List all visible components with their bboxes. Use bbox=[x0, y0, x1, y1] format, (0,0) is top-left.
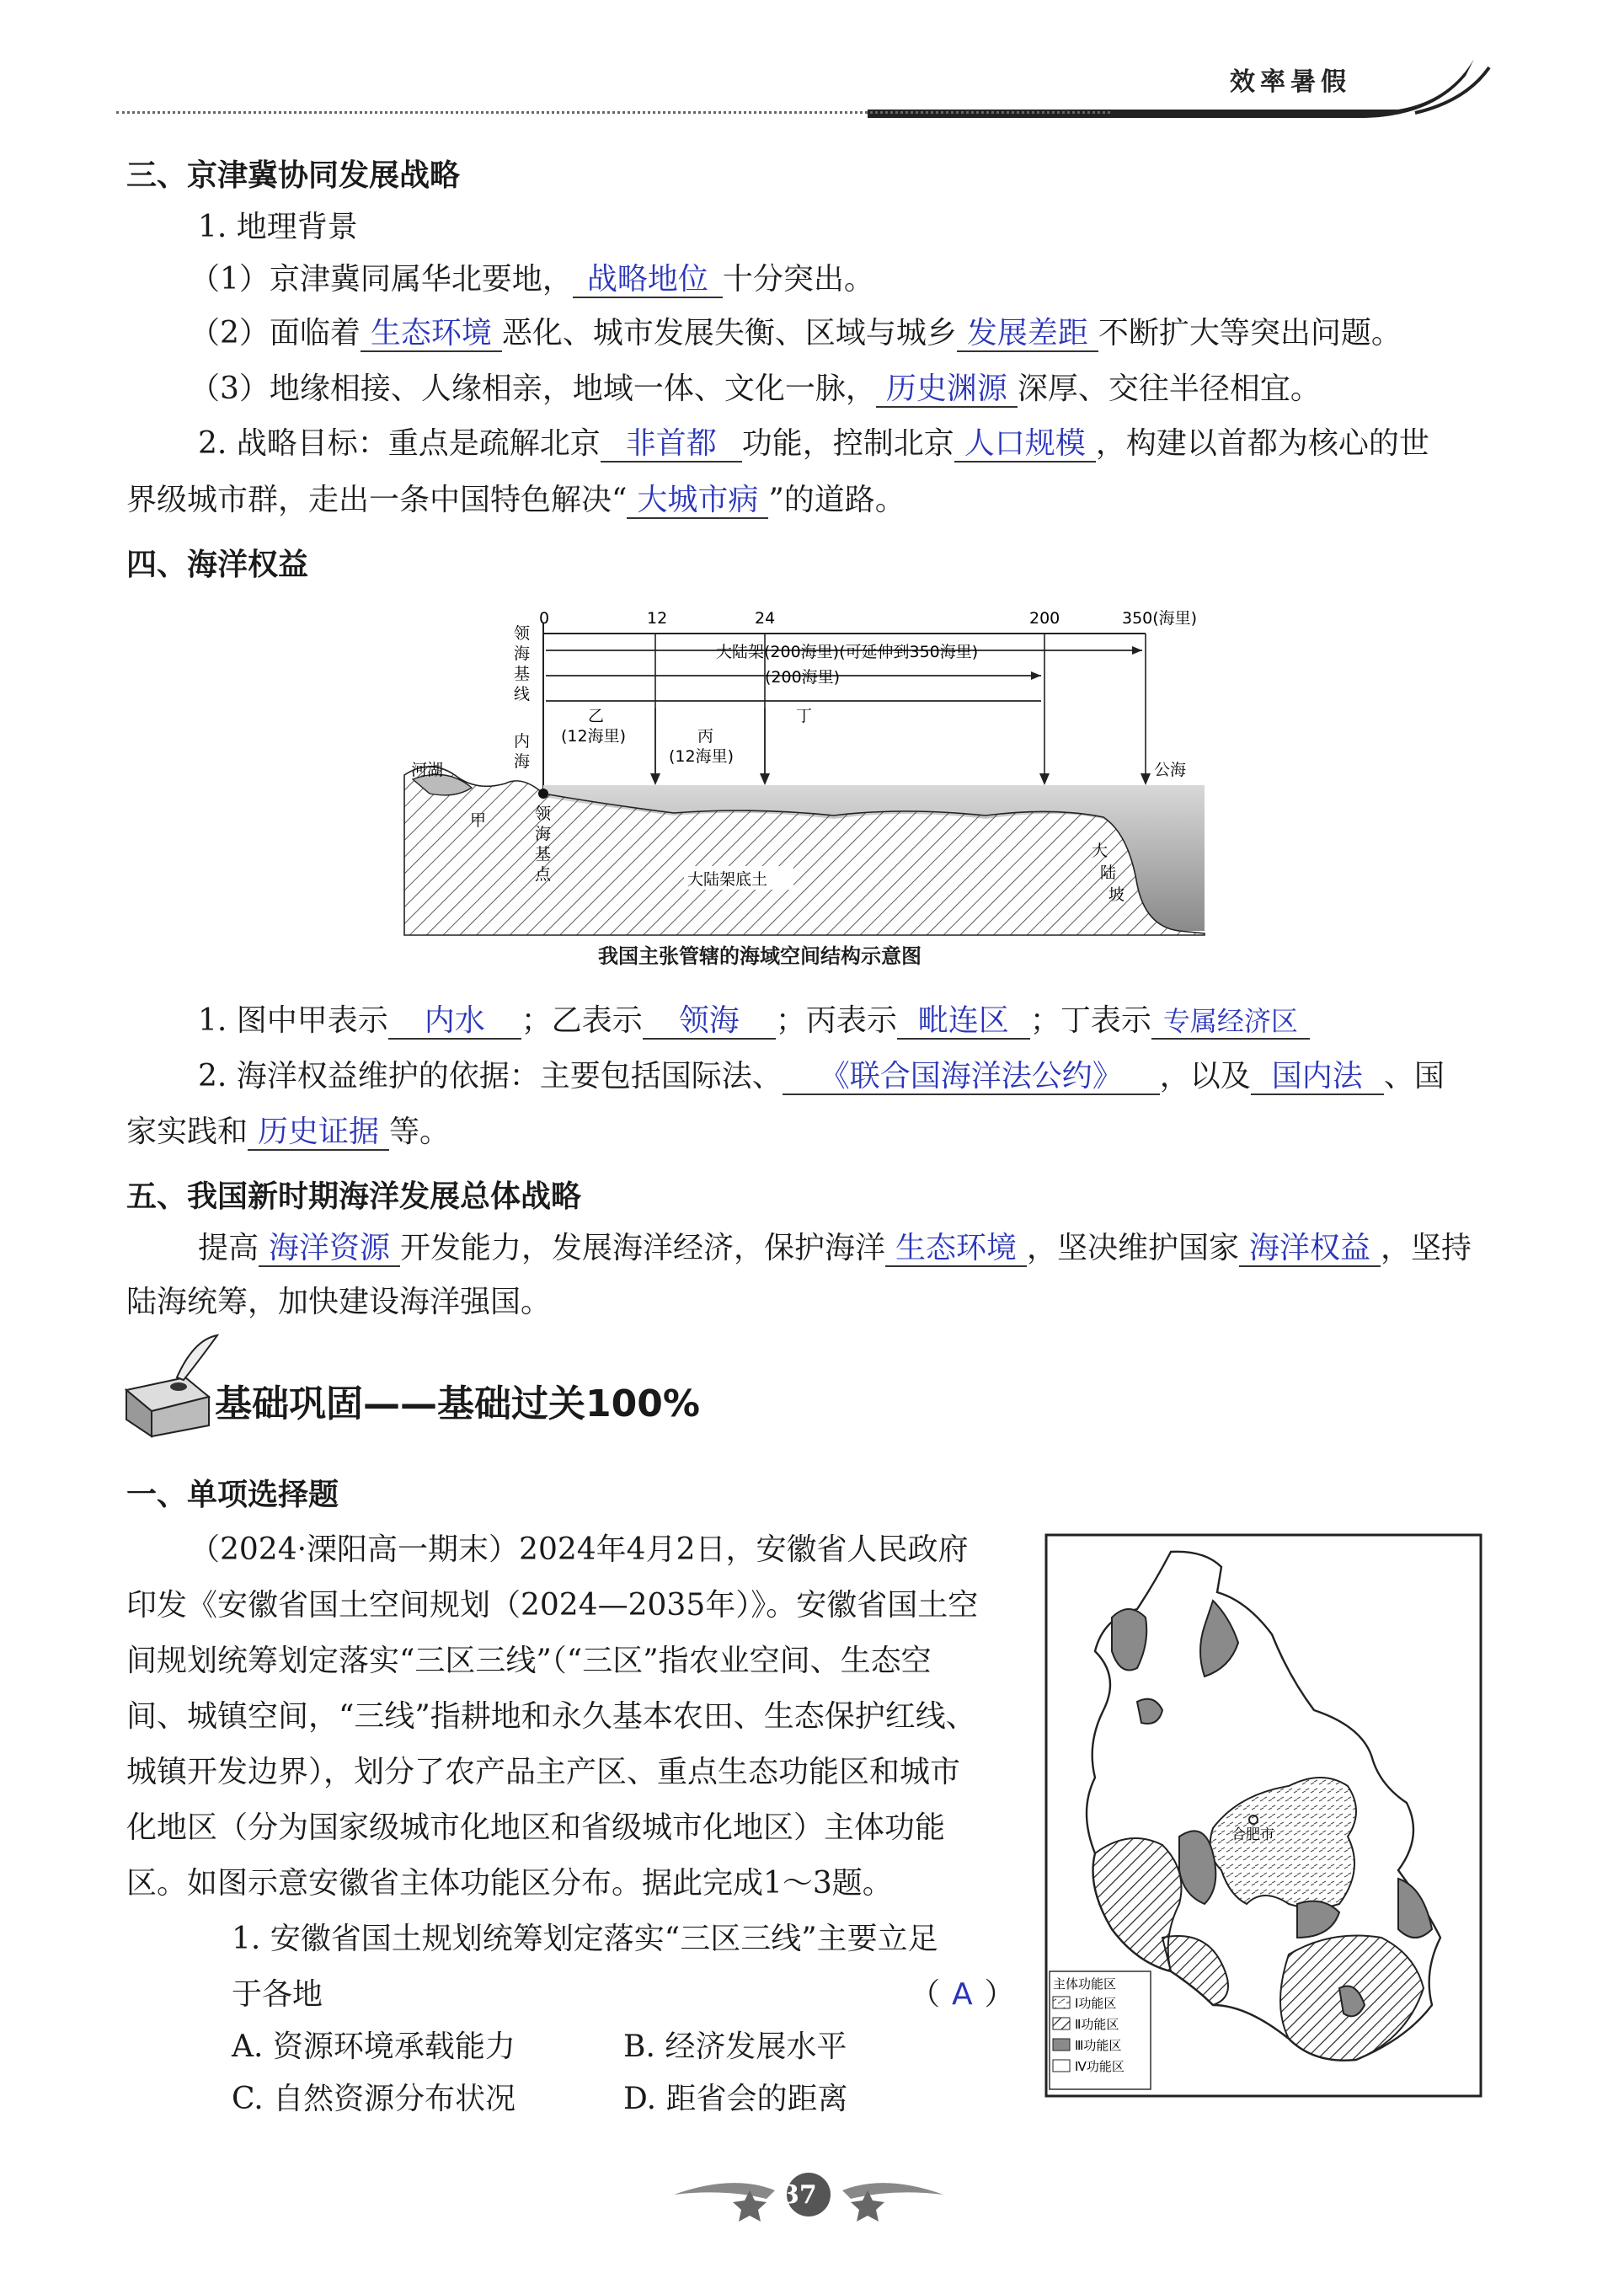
blank-non-capital: 非首都 bbox=[601, 427, 742, 463]
baseline-char-2: 海 bbox=[514, 644, 531, 663]
stem-line-4: 间、城镇空间，“三线”指耕地和永久基本农田、生态保护红线、 bbox=[126, 1699, 976, 1734]
blank-big-city-disease: 大城市病 bbox=[627, 484, 768, 519]
stem-line-2: 印发《安徽省国土空间规划（2024—2035年）》。安徽省国土空 bbox=[126, 1588, 979, 1623]
geo-background-subheading: 1. 地理背景 bbox=[198, 210, 358, 244]
option-d[interactable]: D. 距省会的距离 bbox=[623, 2082, 848, 2116]
blank-maritime-rights: 海洋权益 bbox=[1239, 1232, 1381, 1267]
maritime-q3: 家实践和 历史证据 等。 bbox=[126, 1115, 451, 1149]
stem-line-7: 区。如图示意安徽省主体功能区分布。据此完成1～3题。 bbox=[126, 1866, 893, 1901]
label-bing-sub: (12海里) bbox=[669, 747, 735, 766]
header-swoosh bbox=[859, 51, 1499, 126]
figure-caption: 我国主张管辖的海域空间结构示意图 bbox=[598, 944, 922, 968]
anhui-function-zone-map bbox=[1044, 1533, 1482, 2098]
question-1-line-2: 于各地 bbox=[232, 1977, 323, 2012]
river-lake-label: 河湖 bbox=[411, 761, 444, 779]
section-5-heading: 五、我国新时期海洋发展总体战略 bbox=[126, 1179, 582, 1214]
maritime-q2: 2. 海洋权益维护的依据：主要包括国际法、 《联合国海洋法公约》 ，以及 国内法 、国 bbox=[198, 1059, 1445, 1094]
background-line-3: （3）地缘相接、人缘相亲，地域一体、文化一脉， 历史渊源 深厚、交往半径相宜。 bbox=[190, 372, 1321, 406]
blank-strategic-position: 战略地位 bbox=[573, 263, 723, 298]
blank-eez: 专属经济区 bbox=[1151, 1004, 1310, 1040]
stem-line-5: 城镇开发边界），划分了农产品主产区、重点生态功能区和城市 bbox=[126, 1755, 961, 1789]
blank-historical-evidence: 历史证据 bbox=[248, 1115, 389, 1151]
blank-eco-environment: 生态环境 bbox=[361, 317, 502, 352]
stem-line-6: 化地区（分为国家级城市化地区和省级城市化地区）主体功能 bbox=[126, 1810, 946, 1845]
blank-development-gap: 发展差距 bbox=[957, 317, 1098, 352]
background-line-1: （1）京津冀同属华北要地， 战略地位 十分突出。 bbox=[190, 262, 874, 297]
label-bing: 丙 bbox=[697, 727, 714, 746]
baseline-char-3: 基 bbox=[514, 665, 531, 683]
legend-title: 主体功能区 bbox=[1053, 1976, 1117, 1992]
label-yi-sub: (12海里) bbox=[561, 727, 627, 746]
option-a[interactable]: A. 资源环境承载能力 bbox=[232, 2029, 516, 2064]
slope-char-1: 大 bbox=[1092, 842, 1108, 860]
base-point-char-3: 基 bbox=[535, 845, 552, 864]
page-number: 37 bbox=[782, 2180, 817, 2210]
maritime-q1: 1. 图中甲表示 内水 ；乙表示 领海 ；丙表示 毗连区 ；丁表示 专属经济区 bbox=[198, 1003, 1310, 1040]
legend-zone-3: Ⅲ功能区 bbox=[1075, 2038, 1122, 2053]
legend-zone-1: Ⅰ功能区 bbox=[1075, 1996, 1117, 2011]
book-quill-icon bbox=[118, 1331, 219, 1441]
tick-12: 12 bbox=[647, 609, 668, 628]
continental-shelf-label: 大陆架(200海里)(可延伸到350海里) bbox=[716, 643, 979, 661]
legend-zone-2: Ⅱ功能区 bbox=[1075, 2017, 1119, 2032]
blank-historical-roots: 历史渊源 bbox=[876, 372, 1018, 408]
baseline-char-4: 线 bbox=[514, 685, 531, 703]
hefei-label: 合肥市 bbox=[1231, 1826, 1274, 1843]
background-line-2: （2）面临着 生态环境 恶化、城市发展失衡、区域与城乡 发展差距 不断扩大等突出问题。 bbox=[190, 316, 1402, 350]
stem-line-1: （2024·溧阳高一期末）2024年4月2日，安徽省人民政府 bbox=[190, 1532, 969, 1567]
blank-population-scale: 人口规模 bbox=[954, 427, 1096, 463]
base-point-char-4: 点 bbox=[535, 865, 552, 884]
answer-choice: A bbox=[952, 1977, 973, 2012]
eez-200-label: (200海里) bbox=[765, 668, 841, 687]
base-point-char-1: 领 bbox=[535, 805, 552, 823]
blank-unclos: 《联合国海洋法公约》 bbox=[783, 1060, 1160, 1095]
slope-char-3: 坡 bbox=[1108, 885, 1125, 904]
section-3-heading: 三、京津冀协同发展战略 bbox=[126, 158, 461, 193]
blank-marine-eco: 生态环境 bbox=[885, 1232, 1027, 1267]
shelf-subsoil-label: 大陆架底土 bbox=[687, 870, 768, 889]
label-ding: 丁 bbox=[796, 707, 813, 725]
blank-territorial-sea: 领海 bbox=[643, 1004, 776, 1040]
base-point-char-2: 海 bbox=[535, 825, 552, 843]
label-jia: 甲 bbox=[470, 811, 487, 830]
high-sea-label: 公海 bbox=[1154, 761, 1187, 779]
slope-char-2: 陆 bbox=[1100, 864, 1117, 882]
basics-title: 基础巩固——基础过关100% bbox=[215, 1382, 700, 1425]
legend-zone-4: Ⅳ功能区 bbox=[1075, 2059, 1125, 2074]
section-4-heading: 四、海洋权益 bbox=[126, 548, 309, 582]
tick-200: 200 bbox=[1029, 609, 1060, 628]
inner-sea-char-1: 内 bbox=[514, 732, 531, 751]
ocean-strategy-line-2: 陆海统筹，加快建设海洋强国。 bbox=[126, 1285, 552, 1319]
label-yi: 乙 bbox=[588, 707, 605, 725]
strategic-goal-line-1: 2. 战略目标：重点是疏解北京 非首都 功能，控制北京 人口规模 ，构建以首都为核心的世 bbox=[198, 426, 1429, 461]
blank-contiguous-zone: 毗连区 bbox=[897, 1004, 1030, 1040]
baseline-char-1: 领 bbox=[514, 624, 531, 643]
strategic-goal-line-2: 界级城市群，走出一条中国特色解决“ 大城市病 ”的道路。 bbox=[126, 483, 905, 517]
stem-line-3: 间规划统筹划定落实“三区三线”（“三区”指农业空间、生态空 bbox=[126, 1644, 932, 1678]
tick-0: 0 bbox=[539, 609, 550, 628]
header-dotted-rule bbox=[116, 111, 1110, 114]
blank-internal-waters: 内水 bbox=[388, 1004, 521, 1040]
single-choice-heading: 一、单项选择题 bbox=[126, 1478, 339, 1512]
blank-domestic-law: 国内法 bbox=[1251, 1060, 1384, 1095]
option-c[interactable]: C. 自然资源分布状况 bbox=[232, 2082, 516, 2116]
maritime-zones-figure bbox=[396, 598, 1221, 969]
question-1-line-1: 1. 安徽省国土规划统筹划定落实“三区三线”主要立足 bbox=[232, 1922, 938, 1956]
tick-350: 350(海里) bbox=[1122, 609, 1198, 628]
option-b[interactable]: B. 经济发展水平 bbox=[623, 2029, 847, 2064]
inner-sea-char-2: 海 bbox=[514, 752, 531, 771]
running-header-title: 效率暑假 bbox=[1230, 67, 1351, 97]
answer-bracket: （ A ） bbox=[910, 1977, 1015, 2012]
tick-24: 24 bbox=[755, 609, 776, 628]
ocean-strategy-line-1: 提高 海洋资源 开发能力，发展海洋经济，保护海洋 生态环境 ，坚决维护国家 海洋权益 ，坚持 bbox=[198, 1231, 1472, 1265]
blank-marine-resources: 海洋资源 bbox=[259, 1232, 400, 1267]
